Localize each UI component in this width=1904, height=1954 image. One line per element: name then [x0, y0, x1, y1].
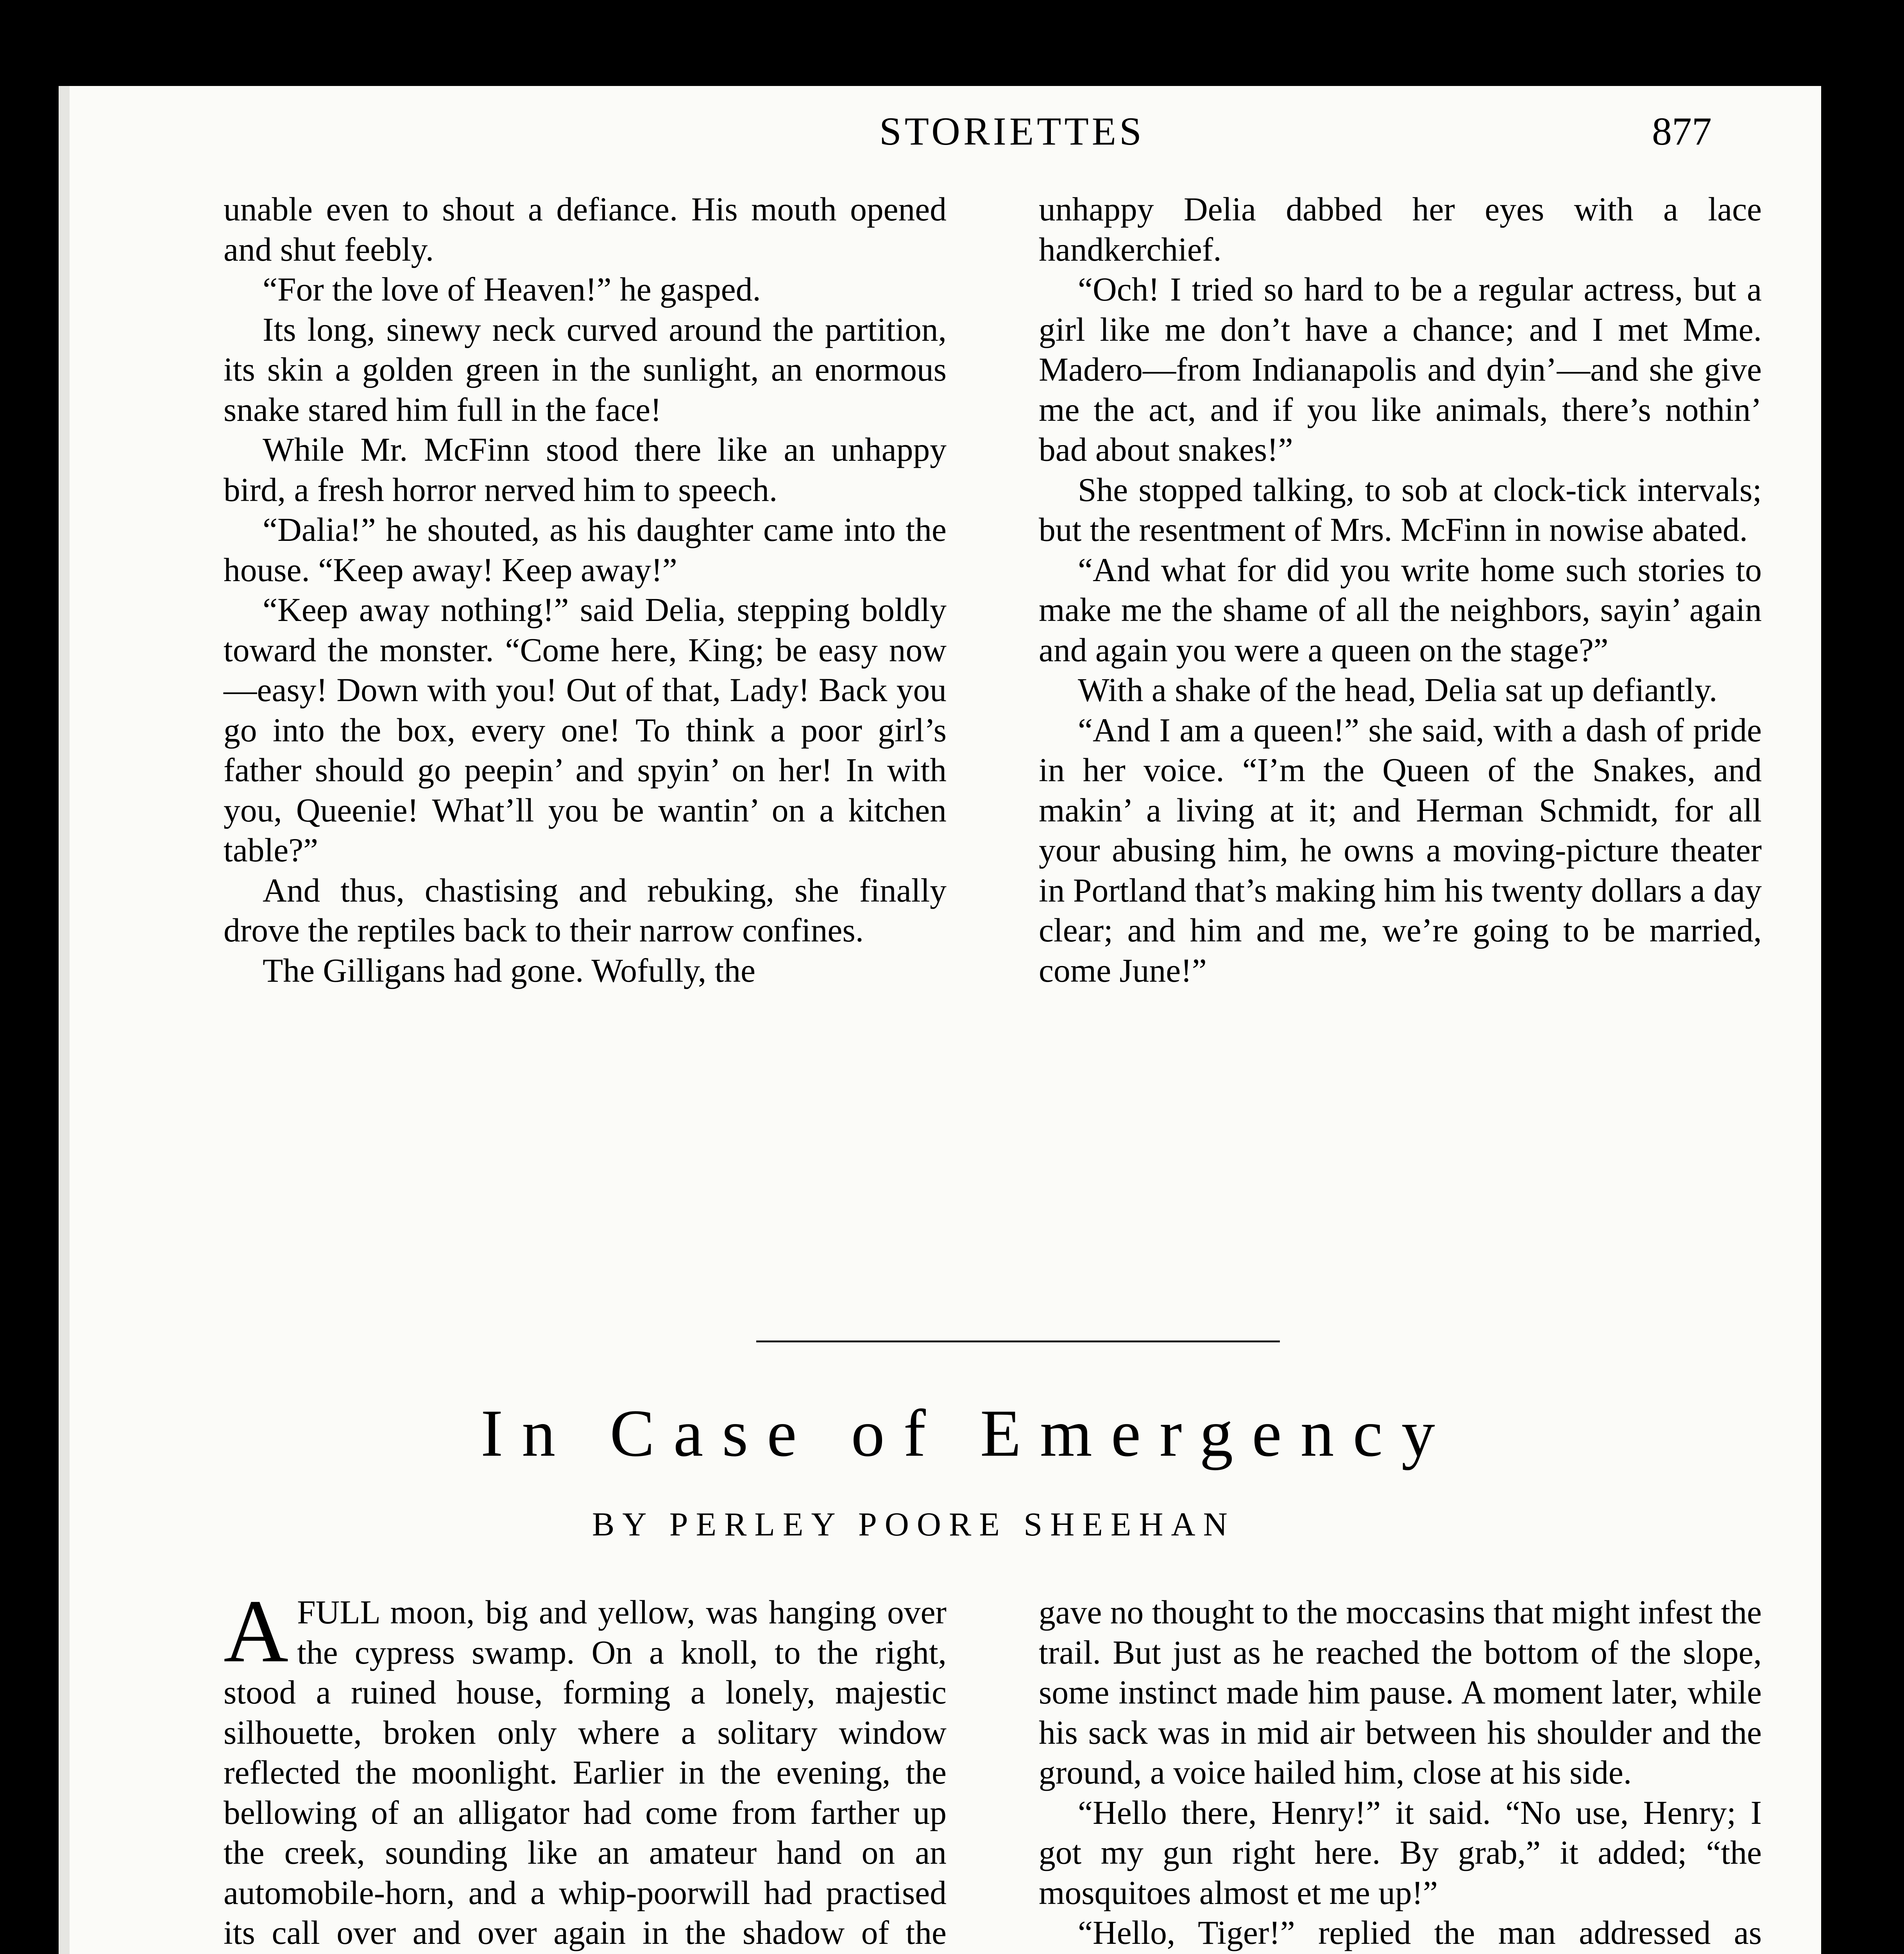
running-head: STORIETTES [879, 109, 1145, 154]
page-header [149, 109, 1712, 159]
paragraph: “Hello, Tiger!” replied the man addressed as [1078, 1915, 1762, 1951]
paragraph: “Och! I tried so hard to be a regular actress, but a girl like me don’t have a chance; and I met Mme. Madero—from Indianapolis and dyin’—and she give me the act, and if you like animals, there’s nothin’ bad about snakes!” [1039, 271, 1762, 468]
section-divider [756, 1340, 1280, 1342]
story-title: In Case of Emergency [481, 1396, 1454, 1471]
opening-paragraph [224, 1581, 947, 1954]
paragraph: The Gilligans had gone. Wofully, the [263, 952, 756, 989]
paragraph: “For the love of Heaven!” he gasped. [263, 271, 761, 308]
paragraph: With a shake of the head, Delia sat up defiantly. [1078, 672, 1718, 709]
paragraph: gave no thought to the moccasins that might infest the trail. But just as he reached the bottom of the slope, some instinct made him pause. A moment later, while his sack was in mid air between his shoulder and the ground, a voice hailed him, close at his side. [1039, 1594, 1762, 1791]
paragraph: “And I am a queen!” she said, with a dash of pride in her voice. “I’m the Queen of the Snakes, and makin’ a living at it; and Herman Schmidt, for all your abusing him, he owns a moving-picture theater in Portland that’s making him his twenty dollars a day clear; and him and me, we’re going to be married, come June!” [1039, 712, 1762, 989]
paragraph: “Keep away nothing!” said Delia, stepping boldly toward the monster. “Come here, King; be easy now—easy! Down with you! Out of that, Lady! Back you go into the box, every one! To think a poor girl’s father should go peepin’ and spyin’ on her! In with you, Queenie! What’ll you be wantin’ on a kitchen table?” [224, 592, 947, 869]
paragraph: “Dalia!” he shouted, as his daughter came into the house. “Keep away! Keep away!” [224, 512, 947, 589]
paragraph: “And what for did you write home such stories to make me the shame of all the neighbors, sayin’ again and again you were a queen on the stage?” [1039, 551, 1762, 669]
page-number: 877 [1652, 109, 1712, 154]
paragraph: unable even to shout a defiance. His mouth opened and shut feebly. [224, 191, 947, 268]
paragraph: While Mr. McFinn stood there like an unhappy bird, a fresh horror nerved him to speech. [224, 431, 947, 508]
paragraph: And thus, chastising and rebuking, she finally drove the reptiles back to their narrow confines. [224, 872, 947, 949]
story-byline: BY PERLEY POORE SHEEHAN [592, 1505, 1235, 1543]
paragraph: Its long, sinewy neck curved around the partition, its skin a golden green in the sunlight, an enormous snake stared him full in the face! [224, 311, 947, 428]
page-binding-edge [59, 86, 70, 1954]
story2-left-column [224, 1581, 947, 1954]
drop-cap: A [224, 1581, 289, 1681]
story2-right-column [1039, 1593, 1762, 1954]
paragraph: She stopped talking, to sob at clock-tick intervals; but the resentment of Mrs. McFinn in nowise abated. [1039, 471, 1762, 548]
story1-left-column [224, 190, 947, 991]
paragraph: “Hello there, Henry!” it said. “No use, Henry; I got my gun right here. By grab,” it added; “the mosquitoes almost et me up!” [1039, 1794, 1762, 1911]
story1-right-column [1039, 190, 1762, 991]
paragraph: unhappy Delia dabbed her eyes with a lace handkerchief. [1039, 191, 1762, 268]
opening-text: FULL moon, big and yellow, was hanging over the cypress swamp. On a knoll, to the right, stood a ruined house, forming a lonely, majestic silhouette, broken only where a solitary window reflected the moonlight. Earlier in the evening, the bellowing of an alligator had come from farther up the creek, sounding like an amateur hand on an automobile-horn, and a whip-poorwill had practised its call over and over again in the shadow of the [224, 1594, 947, 1951]
